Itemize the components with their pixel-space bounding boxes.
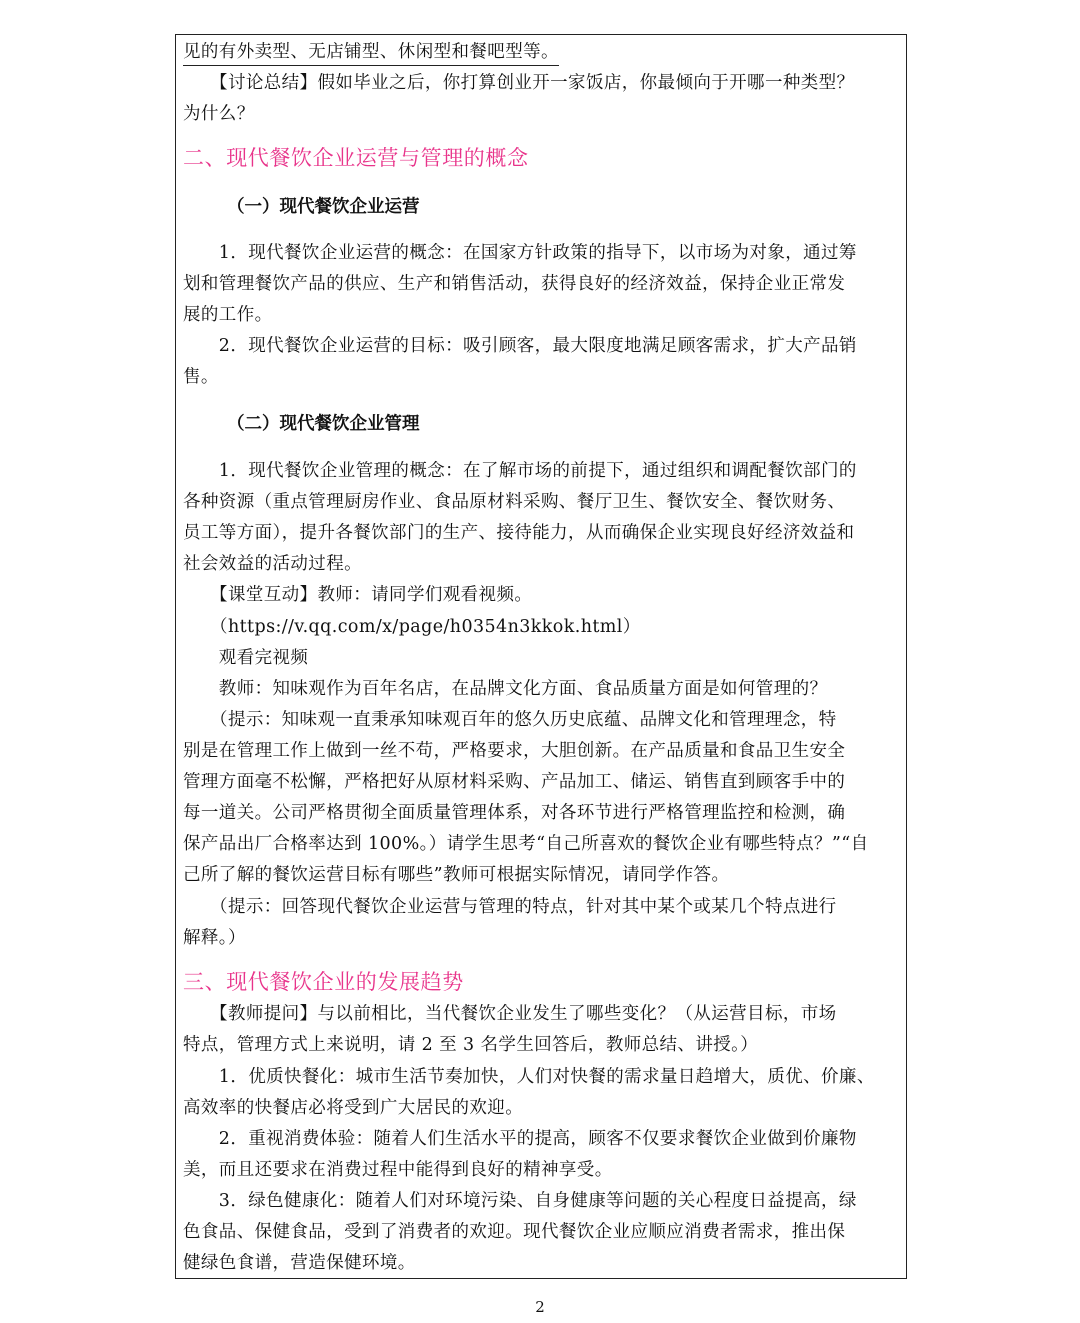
text-line: 保产品出厂合格率达到 100%。）请学生思考“自己所喜欢的餐饮企业有哪些特点？”“自 — [183, 834, 869, 854]
text-line: 特点，管理方式上来说明，请 2 至 3 名学生回答后，教师总结、讲授。） — [183, 1035, 759, 1055]
text-line: 【讨论总结】假如毕业之后，你打算创业开一家饭店，你最倾向于开哪一种类型？ — [183, 73, 855, 93]
text-line: 2．重视消费体验：随着人们生活水平的提高，顾客不仅要求餐饮企业做到价廉物 — [183, 1129, 857, 1149]
text-line: 售。 — [183, 367, 219, 387]
text-line: 各种资源（重点管理厨房作业、食品原材料采购、餐厅卫生、餐饮安全、餐饮财务、 — [183, 492, 846, 512]
text-line: 【教师提问】与以前相比，当代餐饮企业发生了哪些变化？（从运营目标，市场 — [183, 1004, 837, 1024]
text-line: 1．现代餐饮企业运营的概念：在国家方针政策的指导下，以市场为对象，通过筹 — [183, 243, 857, 263]
text-line: 划和管理餐饮产品的供应、生产和销售活动，获得良好的经济效益，保持企业正常发 — [183, 274, 846, 294]
text-line: 员工等方面），提升各餐饮部门的生产、接待能力，从而确保企业实现良好经济效益和 — [183, 523, 855, 543]
text-line: 3．绿色健康化：随着人们对环境污染、自身健康等问题的关心程度日益提高，绿 — [183, 1191, 857, 1211]
text-line: 见的有外卖型、无店铺型、休闲型和餐吧型等。 — [183, 39, 559, 66]
text-line: 社会效益的活动过程。 — [183, 554, 362, 574]
text-line: 教师：知味观作为百年名店，在品牌文化方面、食品质量方面是如何管理的？ — [183, 679, 828, 699]
text-line: 美，而且还要求在消费过程中能得到良好的精神享受。 — [183, 1160, 613, 1180]
text-line: 为什么？ — [183, 104, 255, 124]
text-line: 别是在管理工作上做到一丝不苟，严格要求，大胆创新。在产品质量和食品卫生安全 — [183, 741, 846, 761]
page-number: 2 — [535, 1298, 545, 1316]
text-line: 【课堂互动】教师：请同学们观看视频。 — [183, 585, 533, 605]
section-heading: 二、现代餐饮企业运营与管理的概念 — [183, 146, 529, 170]
text-line: （提示：知味观一直秉承知味观百年的悠久历史底蕴、品牌文化和管理理念，特 — [183, 710, 837, 730]
text-line: 1．现代餐饮企业管理的概念：在了解市场的前提下，通过组织和调配餐饮部门的 — [183, 461, 857, 481]
text-line: 2．现代餐饮企业运营的目标：吸引顾客，最大限度地满足顾客需求，扩大产品销 — [183, 336, 857, 356]
section-heading: 三、现代餐饮企业的发展趋势 — [183, 970, 464, 994]
text-line: 解释。） — [183, 928, 246, 948]
text-line: 1．优质快餐化：城市生活节奏加快，人们对快餐的需求量日趋增大，质优、价廉、 — [183, 1067, 875, 1087]
subsection-heading: （一）现代餐饮企业运营 — [227, 197, 420, 217]
text-line: （提示：回答现代餐饮企业运营与管理的特点，针对其中某个或某几个特点进行 — [183, 897, 837, 917]
subsection-heading: （二）现代餐饮企业管理 — [227, 414, 420, 434]
text-line: 观看完视频 — [183, 648, 309, 668]
text-line: 色食品、保健食品，受到了消费者的欢迎。现代餐饮企业应顺应消费者需求，推出保 — [183, 1222, 846, 1242]
text-line: 健绿色食谱，营造保健环境。 — [183, 1253, 416, 1273]
text-line: 管理方面毫不松懈，严格把好从原材料采购、产品加工、储运、销售直到顾客手中的 — [183, 772, 846, 792]
video-link: （https://v.qq.com/x/page/h0354n3kkok.html） — [183, 617, 641, 637]
text-line: 己所了解的餐饮运营目标有哪些”教师可根据实际情况，请同学作答。 — [183, 865, 730, 885]
text-line: 每一道关。公司严格贯彻全面质量管理体系，对各环节进行严格管理监控和检测，确 — [183, 803, 846, 823]
text-line: 展的工作。 — [183, 305, 273, 325]
text-line: 高效率的快餐店必将受到广大居民的欢迎。 — [183, 1098, 524, 1118]
